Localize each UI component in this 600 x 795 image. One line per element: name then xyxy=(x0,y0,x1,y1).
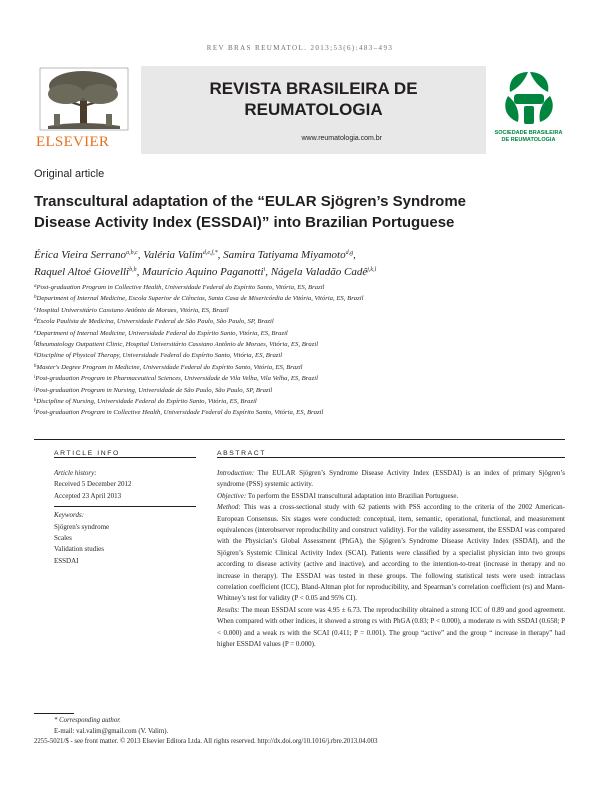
affiliation: $^i$Post-graduation Program in Pharmaceutical Sciences, Universidade de Vila Velha, Vila Velha, ES, Brazil xyxy=(34,375,318,383)
affiliation: $^d$Escola Paulista de Medicina, Universidade Federal de São Paulo, São Paulo, SP, Brazil xyxy=(34,318,274,326)
accepted-date: Accepted 23 April 2013 xyxy=(54,491,122,500)
abstract-rule xyxy=(217,457,565,458)
footer xyxy=(34,716,574,748)
keyword: ESSDAI xyxy=(54,556,79,565)
keyword: Sjögren's syndrome xyxy=(54,522,110,531)
abstract-body xyxy=(217,468,565,651)
author: Nágela Valadão Cadê$^{j,k,l}$ xyxy=(270,266,377,278)
history-label: Article history: xyxy=(54,469,97,477)
journal-banner xyxy=(34,66,567,154)
society-emblem-icon xyxy=(490,66,567,128)
keyword: Validation studies xyxy=(54,545,104,554)
society-name: SOCIEDADE BRASILEIRA DE REUMATOLOGIA xyxy=(494,130,563,143)
journal-title xyxy=(141,78,486,120)
affiliation: $^g$Discipline of Physical Therapy, Universidade Federal do Espírito Santo, Vitória, ES, Brazil xyxy=(34,352,283,360)
footnote-rule xyxy=(34,713,74,714)
elsevier-logo xyxy=(34,66,137,154)
abstract-introduction: Introduction: The EULAR Sjögren’s Syndrome Disease Activity Index (ESSDAI) is an index of primary Sjögren’s syndrome (PSS) systemic activity. xyxy=(217,469,566,489)
article-info-heading: ARTICLE INFO xyxy=(54,450,120,457)
affiliation: $^c$Hospital Universitário Cassiano Antônio de Moraes, Vitória, ES, Brazil xyxy=(34,306,229,314)
author: Raquel Altoé Giovelli$^{b,h}$ xyxy=(34,266,137,278)
running-head: REV BRAS REUMATOL. 2013;53(6):483–493 xyxy=(206,44,394,52)
journal-title-line2: REUMATOLOGIA xyxy=(244,100,383,119)
corresponding-author-note: * Corresponding author. xyxy=(54,717,121,724)
abstract-results: Results: The mean ESSDAI score was 4.95 ± 6.73. The reproducibility obtained a strong ICC of 0.89 and good agreement. When compared with other indices, it showed a strong rs with PhGA (0.83; P < 0.000), a moderate rs with SSDAI (0.658; P < 0.000) and a weak rs with the SCAI (0.411; P = 0.001). The group “active” and the group “ increase in therapy” had higher ESSDAI values (P = 0.000). xyxy=(217,605,566,649)
author: Maurício Aquino Paganotti$^i$ xyxy=(142,266,266,278)
article-info xyxy=(54,468,194,567)
affiliation-list xyxy=(34,282,564,419)
elsevier-tree-icon xyxy=(34,66,137,132)
abstract-objective: Objective: To perform the ESSDAI transcultural adaptation into Brazilian Portuguese. xyxy=(217,491,459,500)
affiliation: $^e$Department of Internal Medicine, Universidade Federal do Espírito Santo, Vitória, ES, Brazil xyxy=(34,329,288,337)
keywords-label: Keywords: xyxy=(54,511,85,520)
affiliation: $^a$Post-graduation Program in Collective Health, Universidade Federal do Espírito Santo, Vitória, ES, Brazil xyxy=(34,284,325,291)
keyword: Scales xyxy=(54,534,72,543)
article-type: Original article xyxy=(34,168,105,180)
author: Valéria Valim$^{d,e,f,*}$ xyxy=(143,249,218,261)
affiliation: $^k$Discipline of Nursing, Universidade Federal do Espírito Santo, Vitória, ES, Brazil xyxy=(34,398,257,406)
abstract-heading: ABSTRACT xyxy=(217,450,267,457)
society-logo xyxy=(490,66,567,154)
corresponding-email[interactable]: E-mail: val.valim@gmail.com (V. Valim). xyxy=(54,727,169,735)
received-date: Received 5 December 2012 xyxy=(54,480,132,489)
journal-url[interactable]: www.reumatologia.com.br xyxy=(301,135,382,142)
article-info-rule xyxy=(54,457,196,458)
article-title-line2: Disease Activity Index (ESSDAI)” into Brazilian Portuguese xyxy=(34,214,455,231)
article-title xyxy=(34,191,564,233)
affiliation: $^j$Post-graduation Program in Nursing, Universidade de São Paulo, São Paulo, SP, Brazil xyxy=(34,386,273,394)
affiliation: $^f$Rheumatology Outpatient Clinic, Hospital Universitário Cassiano Antônio de Moraes, Vitória, ES, Brazil xyxy=(34,341,319,349)
section-divider xyxy=(34,439,565,440)
elsevier-wordmark: ELSEVIER xyxy=(36,134,110,150)
journal-title-box xyxy=(141,66,486,154)
author: Samira Tatiyama Miyamoto$^{d,g}$ xyxy=(223,249,354,261)
article-title-line1: Transcultural adaptation of the “EULAR Sjögren’s Syndrome xyxy=(34,193,467,210)
affiliation: $^b$Department of Internal Medicine, Escola Superior de Ciências, Santa Casa de Misericórdia de Vitória, Vitória, ES, Brazil xyxy=(34,295,364,303)
keywords-rule xyxy=(54,506,196,507)
author: Érica Vieira Serrano$^{a,b,c}$ xyxy=(34,249,138,261)
copyright-line: 2255-5021/$ - see front matter. © 2013 Elsevier Editora Ltda. All rights reserved. http://dx.doi.org/10.1016/j.rbre.2013.04.003 xyxy=(34,738,378,746)
journal-title-line1: REVISTA BRASILEIRA DE xyxy=(209,79,418,98)
author-list: Érica Vieira Serrano$^{a,b,c}$, Valéria Valim$^{d,e,f,*}$, Samira Tatiyama Miyamoto$^{d,g}$, Raquel Altoé Giovelli$^{b,h}$, Maurício Aquino Paganotti$^i$, Nágela Valadão Cadê$^{j,k,l}$ xyxy=(34,249,377,278)
affiliation: $^h$Master's Degree Program in Medicine, Universidade Federal do Espírito Santo, Vitória, ES, Brazil xyxy=(34,363,303,371)
abstract-method: Method: This was a cross-sectional study with 62 patients with PSS according to the criteria of the 2002 American-European Consensus. Six stages were conducted: conceptual, item, semantic, operational, functional, and measurement equivalences (interobserver reproducibility and construct validity). For the validity assessment, the ESSDAI was compared with the Physician’s Global Assessment (PhGA), the Sjögren’s Syndrome Disease Activity Index (SSDAI), and the Sjögren’s Systemic Clinical Activity Index (SCAI). Patients were classified by a specialist physician into two groups according to disease activity (active and inactive), and according to the intention-to-treat (increase in therapy and no increase in therapy). The ESSDAI was tested in these groups. The following statistical tests were used: intraclass correlation coefficient (ICC), Bland-Altman plot for reproducibility, and Spearman’s correlation coefficient (rs) and Mann-Whitney’s test for validity (P < 0.05 and 95% CI). xyxy=(217,503,565,603)
affiliation: $^l$Post-graduation Program in Collective Health, Universidade Federal do Espírito Santo, Vitória, ES, Brazil xyxy=(34,409,324,417)
